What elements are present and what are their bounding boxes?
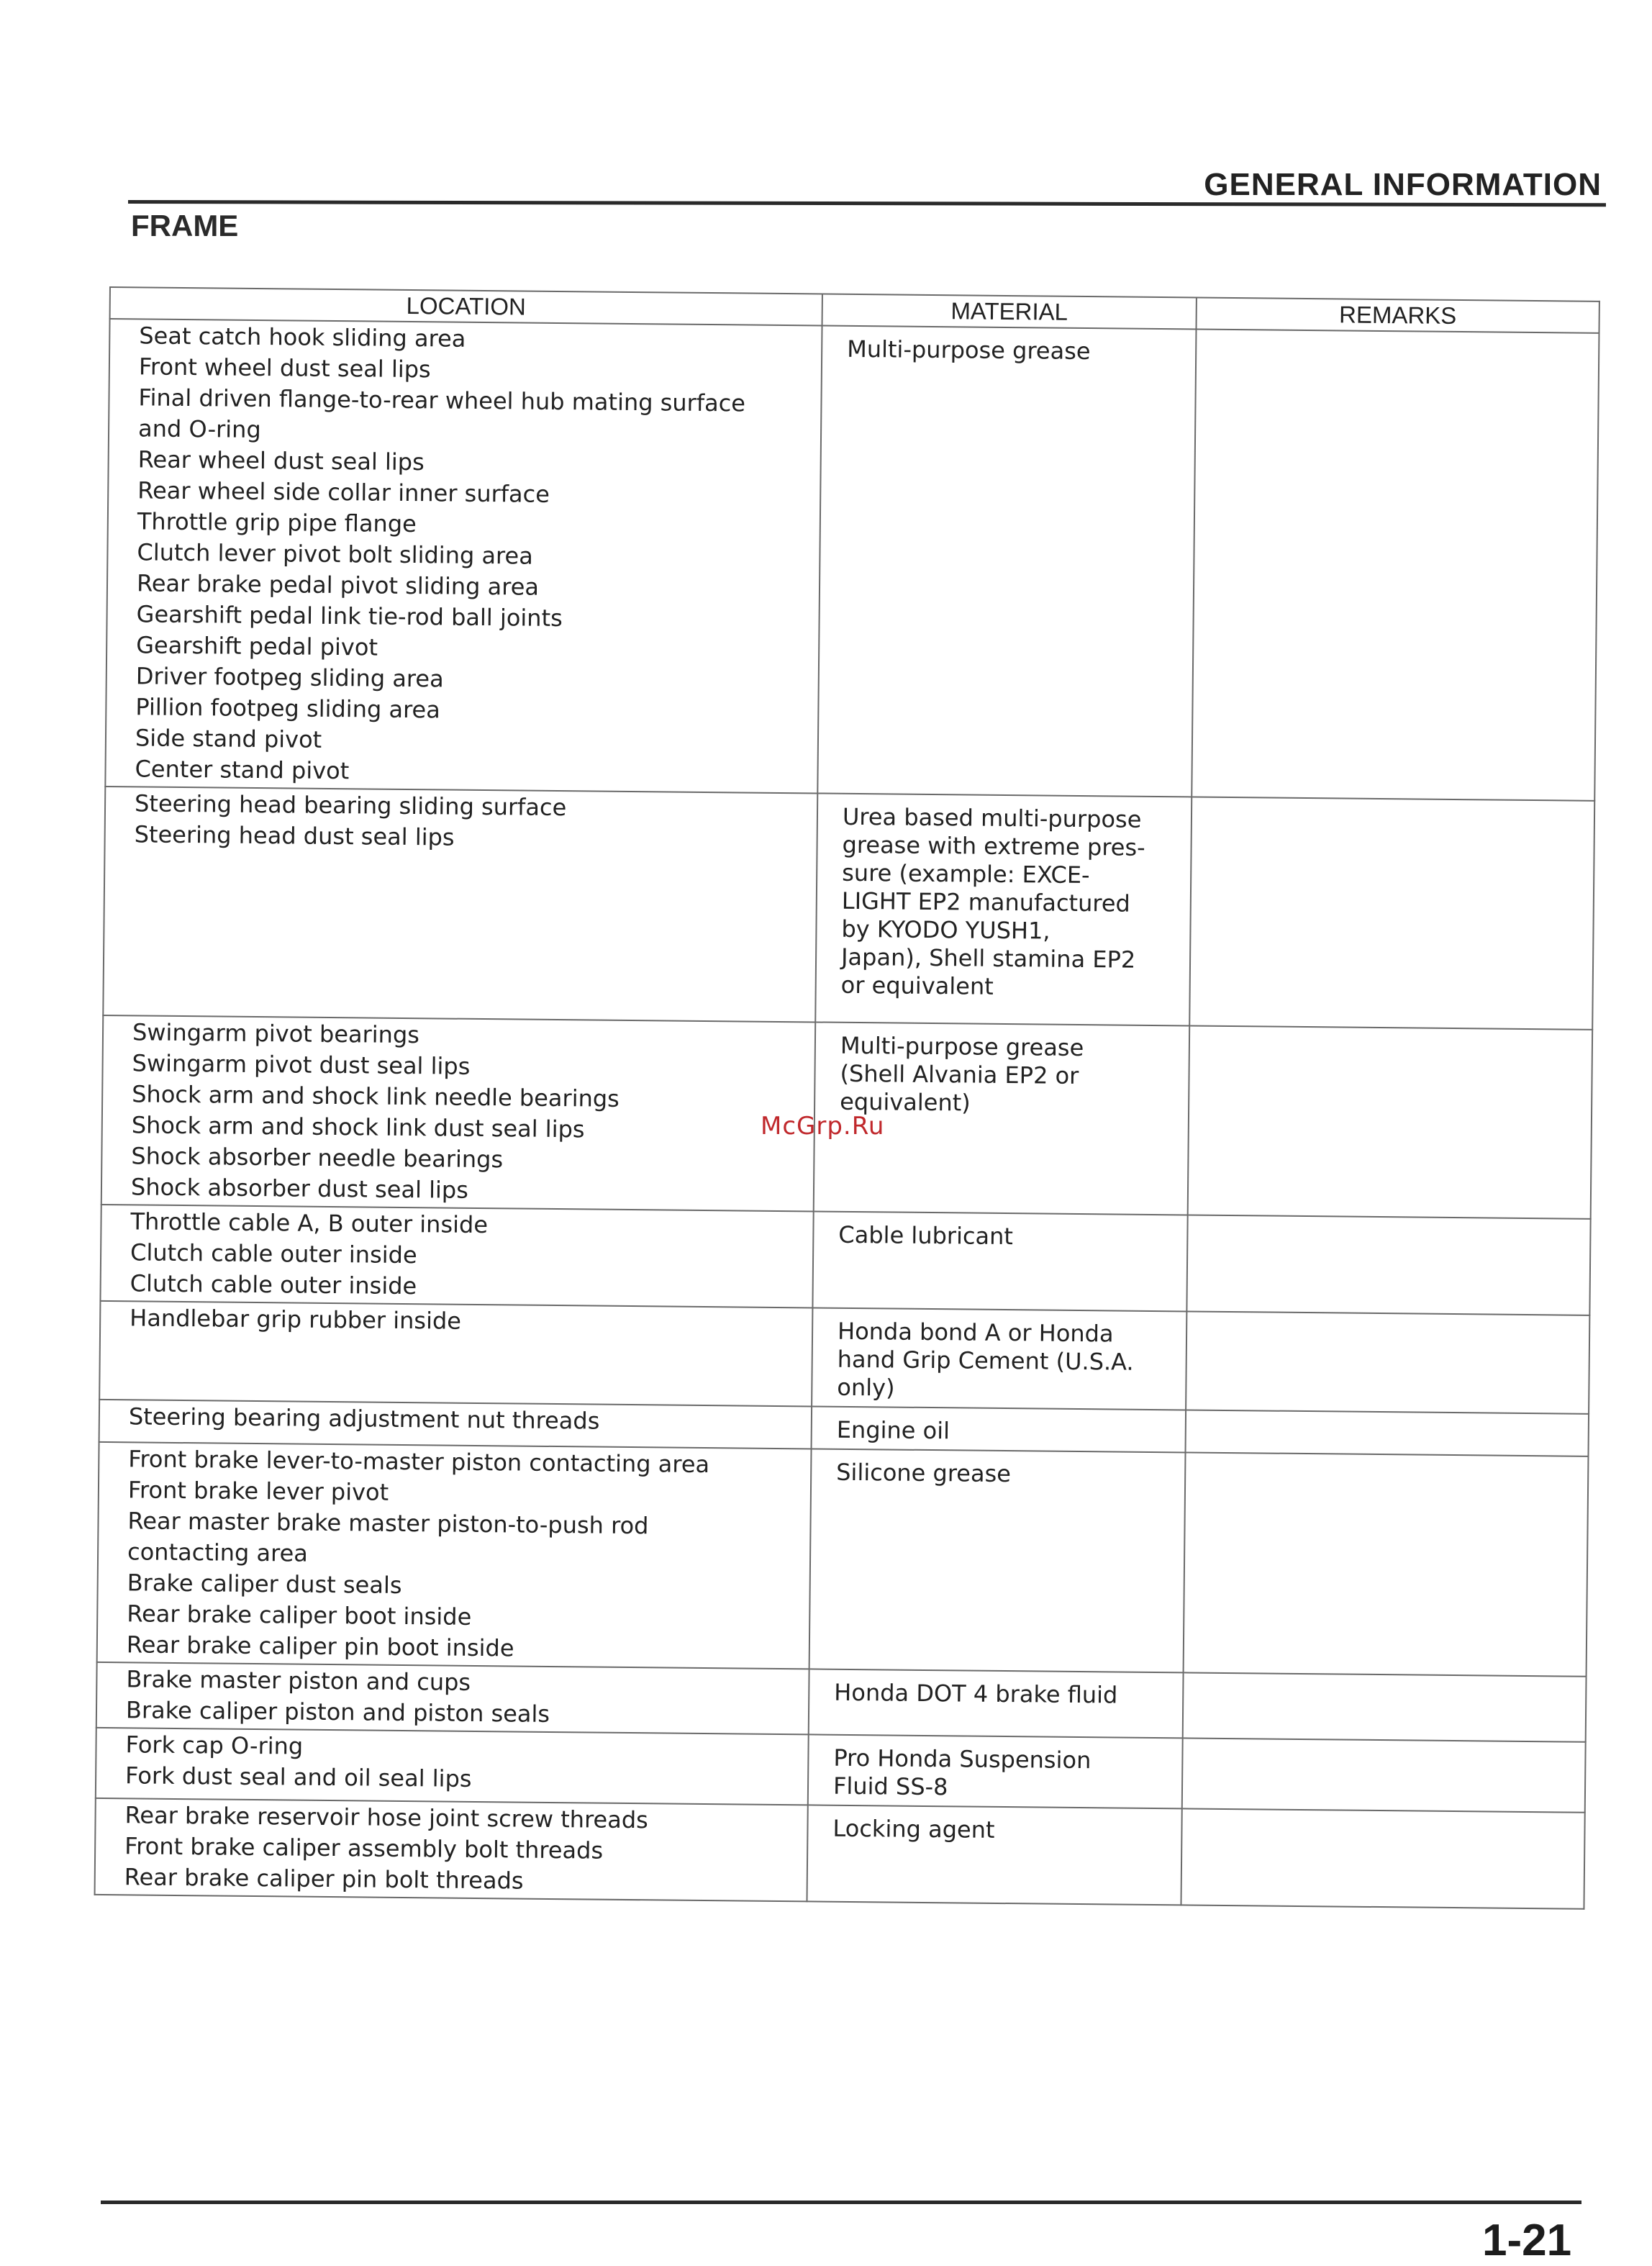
- material-cell: [812, 1211, 1187, 1311]
- section-header: GENERAL INFORMATION: [1204, 167, 1602, 202]
- location-cell: [99, 1400, 812, 1449]
- material-cell: [809, 1669, 1184, 1738]
- remarks-cell: [1181, 1808, 1584, 1908]
- table-row: [97, 1442, 1589, 1677]
- location-item: Front brake lever pivot: [127, 1476, 389, 1506]
- material-line: grease with extreme pres-: [842, 830, 1145, 861]
- location-item: Rear wheel dust seal lips: [137, 445, 425, 476]
- location-item: Shock absorber dust seal lips: [130, 1173, 469, 1204]
- material-line: Pro Honda Suspension: [833, 1744, 1092, 1775]
- remarks-cell: [1186, 1410, 1589, 1456]
- location-item: Pillion footpeg sliding area: [135, 693, 440, 724]
- location-item: Side stand pivot: [135, 724, 322, 753]
- material-line: Silicone grease: [836, 1458, 1012, 1488]
- page-number: 1-21: [1482, 2216, 1572, 2265]
- location-item: Rear master brake master piston-to-push rod: [127, 1507, 649, 1540]
- location-item: Shock arm and shock link needle bearings: [132, 1080, 620, 1112]
- remarks-cell: [1183, 1672, 1587, 1741]
- material-line: (Shell Alvania EP2 or: [840, 1059, 1079, 1089]
- material-cell: [807, 1805, 1182, 1905]
- table-row: [100, 1205, 1590, 1315]
- remarks-cell: [1192, 330, 1599, 801]
- location-item: Driver footpeg sliding area: [135, 662, 444, 693]
- remarks-cell: [1188, 1025, 1592, 1218]
- material-cell: [815, 793, 1192, 1025]
- remarks-cell: [1189, 797, 1594, 1029]
- location-cell: [96, 1728, 809, 1805]
- table-row: [95, 1798, 1585, 1909]
- location-item: Steering head dust seal lips: [134, 820, 455, 851]
- location-item: Rear brake caliper boot inside: [127, 1600, 472, 1631]
- location-item: Gearshift pedal pivot: [136, 631, 378, 661]
- location-item: Clutch cable outer inside: [130, 1238, 417, 1269]
- footer-rule: [101, 2201, 1581, 2204]
- column-header-material: MATERIAL: [822, 294, 1197, 330]
- material-line: equivalent): [839, 1087, 971, 1117]
- location-item: Gearshift pedal link tie-rod ball joints: [136, 600, 563, 633]
- location-item: Throttle grip pipe flange: [137, 507, 417, 538]
- location-item: Seat catch hook sliding area: [139, 322, 466, 353]
- material-line: or equivalent: [840, 971, 994, 1000]
- column-header-location: LOCATION: [110, 287, 822, 326]
- material-line: Honda DOT 4 brake fluid: [834, 1678, 1118, 1709]
- location-cell: [103, 787, 817, 1022]
- material-cell: [812, 1308, 1186, 1410]
- material-line: Cable lubricant: [838, 1220, 1014, 1251]
- location-item: Fork dust seal and oil seal lips: [124, 1762, 472, 1793]
- lubrication-table-wrapper: [94, 286, 1599, 1910]
- location-item: Front wheel dust seal lips: [138, 353, 431, 384]
- table-row: [99, 1301, 1589, 1414]
- location-item: Shock arm and shock link dust seal lips: [131, 1111, 585, 1143]
- material-line: hand Grip Cement (U.S.A.: [837, 1345, 1134, 1376]
- location-item: Rear brake caliper pin bolt threads: [124, 1863, 524, 1895]
- remarks-cell: [1186, 1215, 1590, 1315]
- column-header-remarks: REMARKS: [1196, 298, 1599, 333]
- material-line: by KYODO YUSH1,: [841, 915, 1050, 945]
- location-cell: [100, 1205, 813, 1308]
- material-line: LIGHT EP2 manufactured: [841, 887, 1130, 917]
- location-cell: [96, 1662, 809, 1734]
- location-item: Steering bearing adjustment nut threads: [128, 1402, 600, 1435]
- material-cell: [817, 326, 1196, 797]
- lubrication-table: [94, 286, 1600, 1910]
- location-cell: [101, 1015, 815, 1211]
- location-item: Throttle cable A, B outer inside: [130, 1207, 489, 1239]
- remarks-cell: [1186, 1311, 1589, 1413]
- material-cell: [809, 1449, 1186, 1672]
- location-item: Brake caliper dust seals: [127, 1569, 402, 1599]
- material-line: Honda bond A or Honda: [837, 1317, 1114, 1348]
- location-item: and O-ring: [137, 414, 261, 444]
- location-item: Rear wheel side collar inner surface: [137, 476, 550, 508]
- location-item: contacting area: [127, 1538, 309, 1567]
- location-item: Rear brake pedal pivot sliding area: [136, 569, 540, 601]
- material-line: Urea based multi-purpose: [842, 802, 1142, 833]
- remarks-cell: [1182, 1738, 1586, 1812]
- location-item: Center stand pivot: [135, 755, 350, 785]
- location-item: Final driven flange-to-rear wheel hub mating surface: [138, 384, 746, 417]
- material-line: Multi-purpose grease: [840, 1031, 1084, 1062]
- location-item: Rear brake reservoir hose joint screw threads: [124, 1801, 648, 1834]
- table-row: [105, 319, 1599, 801]
- location-item: Handlebar grip rubber inside: [130, 1304, 462, 1335]
- material-line: Engine oil: [836, 1415, 950, 1445]
- material-cell: [812, 1406, 1186, 1452]
- location-item: Swingarm pivot dust seal lips: [132, 1049, 471, 1080]
- page-title: FRAME: [131, 209, 239, 243]
- location-item: Steering head bearing sliding surface: [134, 789, 567, 822]
- location-item: Clutch cable outer inside: [130, 1269, 417, 1300]
- material-line: Japan), Shell stamina EP2: [840, 943, 1136, 974]
- location-cell: [97, 1442, 812, 1669]
- location-item: Brake caliper piston and piston seals: [125, 1696, 550, 1728]
- remarks-cell: [1184, 1452, 1589, 1676]
- material-line: sure (example: EXCE-: [842, 858, 1090, 889]
- material-line: Fluid SS-8: [832, 1772, 948, 1801]
- table-row: [103, 787, 1594, 1030]
- location-item: Rear brake caliper pin boot inside: [126, 1631, 514, 1662]
- location-item: Front brake caliper assembly bolt threads: [124, 1832, 604, 1864]
- location-item: Swingarm pivot bearings: [132, 1018, 420, 1049]
- location-cell: [95, 1798, 808, 1901]
- material-line: Multi-purpose grease: [847, 335, 1091, 366]
- location-cell: [99, 1301, 812, 1406]
- location-item: Front brake lever-to-master piston contacting area: [128, 1445, 710, 1479]
- material-line: Locking agent: [832, 1814, 995, 1844]
- location-item: Fork cap O-ring: [125, 1731, 304, 1760]
- location-item: Brake master piston and cups: [126, 1665, 471, 1696]
- material-line: only): [837, 1373, 895, 1402]
- material-cell: [808, 1734, 1183, 1808]
- watermark: McGrp.Ru: [761, 1112, 885, 1141]
- location-item: Clutch lever pivot bolt sliding area: [137, 538, 533, 570]
- location-item: Shock absorber needle bearings: [131, 1142, 504, 1174]
- location-cell: [105, 319, 822, 793]
